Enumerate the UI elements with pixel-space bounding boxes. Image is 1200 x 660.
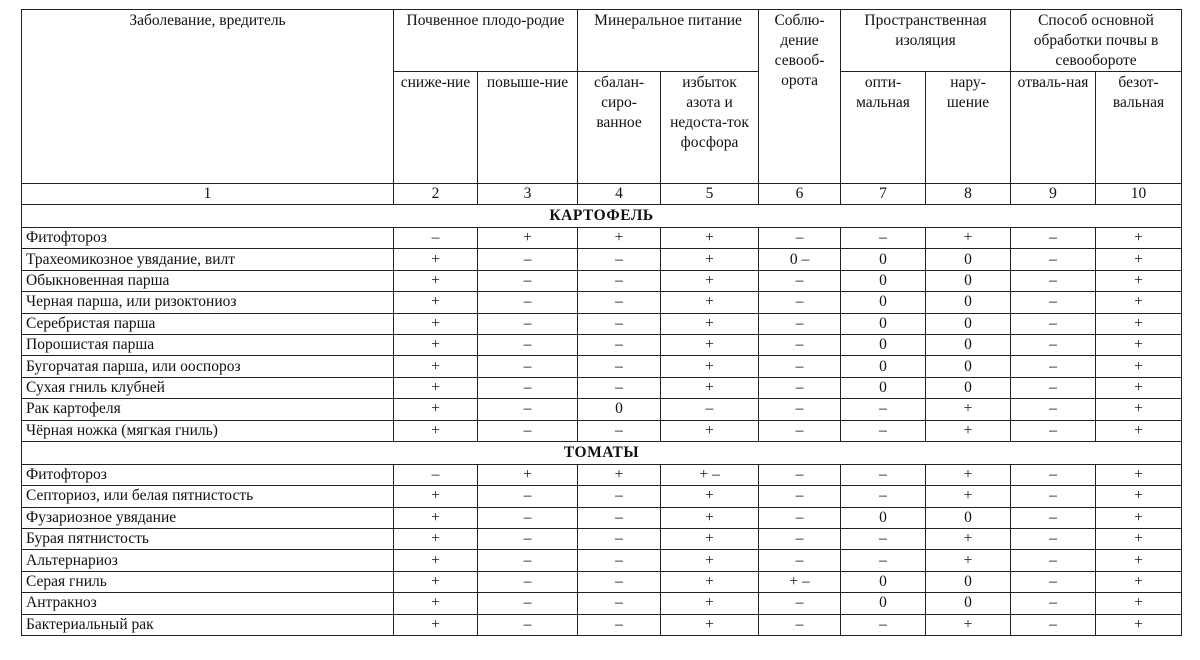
effect-cell: + <box>661 486 759 507</box>
effect-cell: – <box>1011 614 1096 635</box>
effect-cell: – <box>1011 550 1096 571</box>
effect-cell: – <box>1011 292 1096 313</box>
effect-cell: 0 <box>578 399 661 420</box>
disease-name: Обыкновенная парша <box>22 270 394 291</box>
effect-cell: + <box>578 464 661 485</box>
effect-cell: 0 <box>841 571 926 592</box>
effect-cell: – <box>759 270 841 291</box>
column-number: 1 <box>22 184 394 205</box>
effect-cell: – <box>759 313 841 334</box>
effect-cell: + <box>1096 486 1182 507</box>
effect-cell: + <box>394 249 478 270</box>
effect-cell: – <box>1011 356 1096 377</box>
subheader-decrease: сниже-ние <box>394 72 478 184</box>
section-row <box>22 205 1182 228</box>
effect-cell: – <box>1011 334 1096 355</box>
effect-cell: – <box>478 507 578 528</box>
effect-cell: – <box>759 356 841 377</box>
effect-cell: – <box>841 464 926 485</box>
effect-cell: – <box>478 486 578 507</box>
disease-name: Рак картофеля <box>22 399 394 420</box>
table-row <box>22 529 1182 550</box>
disease-name: Бактериальный рак <box>22 614 394 635</box>
column-number: 10 <box>1096 184 1182 205</box>
effect-cell: – <box>1011 228 1096 249</box>
effect-cell: – <box>478 334 578 355</box>
effect-cell: + <box>926 529 1011 550</box>
disease-name: Фитофтороз <box>22 228 394 249</box>
effect-cell: + <box>1096 334 1182 355</box>
effect-cell: 0 <box>841 292 926 313</box>
effect-cell: – <box>759 529 841 550</box>
effect-cell: – <box>759 550 841 571</box>
effect-cell: – <box>578 420 661 441</box>
effect-cell: – <box>578 334 661 355</box>
effect-cell: 0 <box>926 593 1011 614</box>
effect-cell: – <box>478 356 578 377</box>
effect-cell: + <box>394 614 478 635</box>
effect-cell: 0 – <box>759 249 841 270</box>
effect-cell: + <box>661 550 759 571</box>
effect-cell: – <box>578 270 661 291</box>
effect-cell: 0 <box>841 356 926 377</box>
effect-cell: – <box>578 550 661 571</box>
header-crop-rotation: Соблю-дение севооб-орота <box>759 10 841 184</box>
effect-cell: + <box>1096 420 1182 441</box>
disease-name: Чёрная ножка (мягкая гниль) <box>22 420 394 441</box>
table-row <box>22 356 1182 377</box>
effect-cell: + <box>1096 377 1182 398</box>
effect-cell: – <box>1011 313 1096 334</box>
effect-cell: – <box>841 529 926 550</box>
disease-name: Фитофтороз <box>22 464 394 485</box>
effect-cell: + <box>394 377 478 398</box>
effect-cell: + <box>1096 270 1182 291</box>
effect-cell: + <box>661 507 759 528</box>
header-tillage: Способ основной обработки почвы в севообороте <box>1011 10 1182 72</box>
disease-name: Серая гниль <box>22 571 394 592</box>
effect-cell: + <box>926 420 1011 441</box>
effect-cell: + <box>1096 249 1182 270</box>
effect-cell: – <box>578 614 661 635</box>
effect-cell: – <box>578 486 661 507</box>
effect-cell: + <box>394 292 478 313</box>
subheader-nitrogen-excess: избыток азота и недоста-ток фосфора <box>661 72 759 184</box>
effect-cell: – <box>578 356 661 377</box>
effect-cell: – <box>759 420 841 441</box>
header-soil-fertility: Почвенное плодо-родие <box>394 10 578 72</box>
disease-name: Фузариозное увядание <box>22 507 394 528</box>
effect-cell: + <box>1096 550 1182 571</box>
effect-cell: – <box>759 228 841 249</box>
disease-name: Сухая гниль клубней <box>22 377 394 398</box>
effect-cell: + <box>661 529 759 550</box>
effect-cell: + <box>661 270 759 291</box>
effect-cell: 0 <box>841 377 926 398</box>
effect-cell: + <box>661 356 759 377</box>
column-number: 3 <box>478 184 578 205</box>
effect-cell: + <box>1096 399 1182 420</box>
effect-cell: – <box>759 399 841 420</box>
effect-cell: – <box>478 270 578 291</box>
effect-cell: 0 <box>926 356 1011 377</box>
effect-cell: + <box>394 270 478 291</box>
effect-cell: + <box>661 313 759 334</box>
disease-name: Бурая пятнистость <box>22 529 394 550</box>
effect-cell: 0 <box>926 334 1011 355</box>
effect-cell: – <box>1011 571 1096 592</box>
column-number: 8 <box>926 184 1011 205</box>
effect-cell: – <box>478 593 578 614</box>
header-spatial-isolation: Пространственная изоляция <box>841 10 1011 72</box>
effect-cell: + <box>1096 571 1182 592</box>
effect-cell: + <box>661 334 759 355</box>
effect-cell: – <box>1011 593 1096 614</box>
effect-cell: + <box>394 550 478 571</box>
effect-cell: – <box>1011 420 1096 441</box>
effect-cell: – <box>1011 399 1096 420</box>
effect-cell: + <box>661 614 759 635</box>
effect-cell: + <box>394 529 478 550</box>
table-row <box>22 228 1182 249</box>
effect-cell: 0 <box>926 377 1011 398</box>
effect-cell: 0 <box>841 270 926 291</box>
table-row <box>22 464 1182 485</box>
effect-cell: + <box>394 420 478 441</box>
effect-cell: 0 <box>926 249 1011 270</box>
table-row <box>22 550 1182 571</box>
effect-cell: – <box>578 529 661 550</box>
effect-cell: – <box>841 420 926 441</box>
effect-cell: – <box>478 614 578 635</box>
effect-cell: – <box>578 571 661 592</box>
effect-cell: + <box>926 486 1011 507</box>
effect-cell: – <box>478 550 578 571</box>
subheader-balanced: сбалан-сиро-ванное <box>578 72 661 184</box>
effect-cell: + <box>1096 614 1182 635</box>
effect-cell: + <box>394 399 478 420</box>
effect-cell: + <box>926 550 1011 571</box>
effect-cell: + <box>394 334 478 355</box>
effect-cell: – <box>841 228 926 249</box>
effect-cell: – <box>578 593 661 614</box>
effect-cell: 0 <box>841 507 926 528</box>
effect-cell: + <box>394 486 478 507</box>
effect-cell: – <box>578 292 661 313</box>
effect-cell: – <box>478 292 578 313</box>
effect-cell: – <box>759 614 841 635</box>
table-row <box>22 249 1182 270</box>
effect-cell: + <box>478 464 578 485</box>
effect-cell: + <box>394 313 478 334</box>
header-mineral-nutrition: Минеральное питание <box>578 10 759 72</box>
effect-cell: – <box>394 228 478 249</box>
effect-cell: – <box>478 313 578 334</box>
column-number: 9 <box>1011 184 1096 205</box>
section-title: КАРТОФЕЛЬ <box>22 205 1182 228</box>
column-number: 4 <box>578 184 661 205</box>
table-row <box>22 571 1182 592</box>
disease-name: Серебристая парша <box>22 313 394 334</box>
effect-cell: + – <box>661 464 759 485</box>
effect-cell: + <box>1096 507 1182 528</box>
effect-cell: + <box>1096 292 1182 313</box>
effect-cell: 0 <box>926 313 1011 334</box>
effect-cell: + <box>926 399 1011 420</box>
effect-cell: – <box>478 529 578 550</box>
disease-name: Трахеомикозное увядание, вилт <box>22 249 394 270</box>
effect-cell: – <box>759 593 841 614</box>
effect-cell: + <box>1096 464 1182 485</box>
effect-cell: 0 <box>926 571 1011 592</box>
table-row <box>22 377 1182 398</box>
effect-cell: – <box>578 313 661 334</box>
effect-cell: – <box>841 614 926 635</box>
effect-cell: – <box>759 486 841 507</box>
effect-cell: – <box>759 464 841 485</box>
table-row <box>22 614 1182 635</box>
column-numbers-row <box>22 184 1182 205</box>
effect-cell: + <box>661 228 759 249</box>
subheader-no-till: безот-вальная <box>1096 72 1182 184</box>
effect-cell: + <box>926 464 1011 485</box>
effect-cell: + <box>661 249 759 270</box>
effect-cell: 0 <box>926 292 1011 313</box>
disease-name: Альтернариоз <box>22 550 394 571</box>
effect-cell: – <box>759 507 841 528</box>
column-number: 6 <box>759 184 841 205</box>
effect-cell: 0 <box>841 334 926 355</box>
subheader-moldboard: отваль-ная <box>1011 72 1096 184</box>
effect-cell: 0 <box>926 270 1011 291</box>
table-row <box>22 593 1182 614</box>
effect-cell: – <box>478 399 578 420</box>
disease-name: Антракноз <box>22 593 394 614</box>
effect-cell: + <box>394 593 478 614</box>
effect-cell: – <box>478 377 578 398</box>
disease-name: Черная парша, или ризоктониоз <box>22 292 394 313</box>
effect-cell: + <box>926 228 1011 249</box>
effect-cell: – <box>478 571 578 592</box>
subheader-increase: повыше-ние <box>478 72 578 184</box>
table-row <box>22 399 1182 420</box>
effect-cell: + <box>1096 356 1182 377</box>
effect-cell: 0 <box>841 593 926 614</box>
effect-cell: + <box>926 614 1011 635</box>
table-body <box>22 184 1182 636</box>
effect-cell: – <box>578 377 661 398</box>
header-disease: Заболевание, вредитель <box>22 10 394 184</box>
disease-name: Бугорчатая парша, или ооспороз <box>22 356 394 377</box>
effect-cell: – <box>841 550 926 571</box>
effect-cell: + – <box>759 571 841 592</box>
effect-cell: + <box>478 228 578 249</box>
effect-cell: – <box>759 292 841 313</box>
effect-cell: 0 <box>841 249 926 270</box>
effect-cell: – <box>1011 377 1096 398</box>
effect-cell: – <box>661 399 759 420</box>
table-row <box>22 334 1182 355</box>
effect-cell: – <box>578 507 661 528</box>
effect-cell: + <box>394 571 478 592</box>
effect-cell: + <box>1096 313 1182 334</box>
effect-cell: – <box>478 420 578 441</box>
effect-cell: + <box>394 507 478 528</box>
disease-name: Септориоз, или белая пятнистость <box>22 486 394 507</box>
effect-cell: – <box>478 249 578 270</box>
effect-cell: + <box>661 593 759 614</box>
effect-cell: – <box>1011 464 1096 485</box>
effect-cell: + <box>661 377 759 398</box>
table-row <box>22 507 1182 528</box>
column-number: 5 <box>661 184 759 205</box>
table-row <box>22 270 1182 291</box>
effect-cell: + <box>1096 228 1182 249</box>
section-title: ТОМАТЫ <box>22 441 1182 464</box>
disease-name: Порошистая парша <box>22 334 394 355</box>
column-number: 2 <box>394 184 478 205</box>
effect-cell: – <box>1011 507 1096 528</box>
table-row <box>22 292 1182 313</box>
effect-cell: – <box>578 249 661 270</box>
effect-cell: + <box>1096 593 1182 614</box>
table-row <box>22 486 1182 507</box>
column-number: 7 <box>841 184 926 205</box>
effect-cell: – <box>841 399 926 420</box>
effect-cell: – <box>1011 529 1096 550</box>
effect-cell: 0 <box>841 313 926 334</box>
section-row <box>22 441 1182 464</box>
effect-cell: + <box>578 228 661 249</box>
effect-cell: + <box>394 356 478 377</box>
effect-cell: 0 <box>926 507 1011 528</box>
effect-cell: – <box>759 334 841 355</box>
effect-cell: + <box>661 292 759 313</box>
table-row <box>22 313 1182 334</box>
effect-cell: – <box>841 486 926 507</box>
disease-table <box>21 9 1182 636</box>
subheader-optimal: опти-мальная <box>841 72 926 184</box>
effect-cell: + <box>1096 529 1182 550</box>
effect-cell: – <box>1011 249 1096 270</box>
effect-cell: – <box>394 464 478 485</box>
table-row <box>22 420 1182 441</box>
effect-cell: – <box>1011 270 1096 291</box>
subheader-violation: нару-шение <box>926 72 1011 184</box>
effect-cell: – <box>1011 486 1096 507</box>
effect-cell: – <box>759 377 841 398</box>
effect-cell: + <box>661 571 759 592</box>
effect-cell: + <box>661 420 759 441</box>
